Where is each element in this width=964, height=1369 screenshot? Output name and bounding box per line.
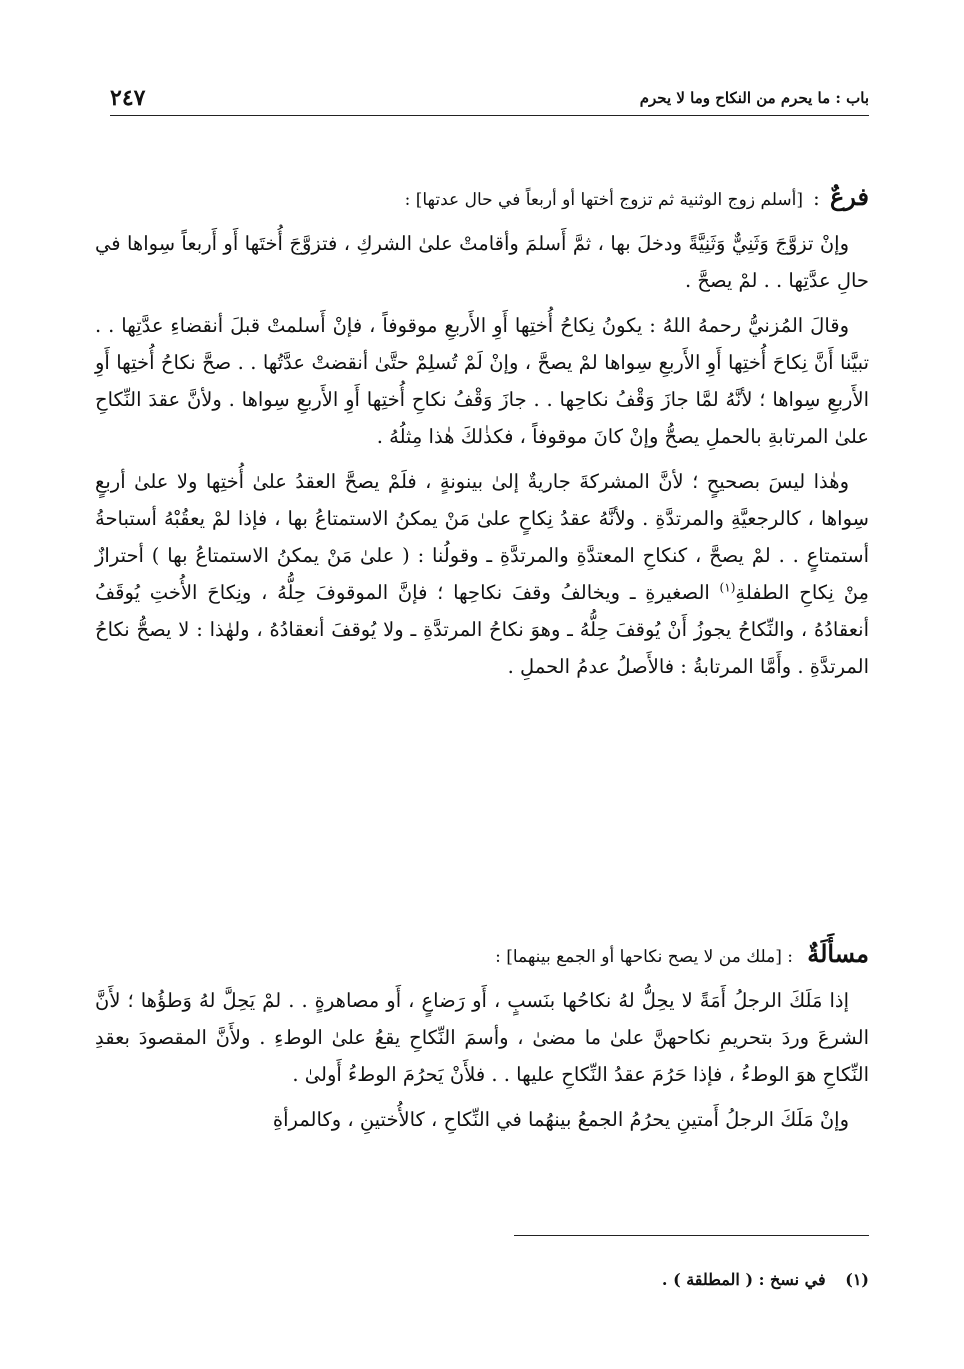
paragraph: وقالَ المُزنيُّ رحمهُ اللهُ : يكونُ نِكاحُ أُختِها أَوِ الأَربعِ موقوفاً ، فإنْ أَسلمتْ قبلَ أنقضاءِ عدَّتِها . . تبيَّنا أَنَّ نِكاحَ أُختِها أَوِ الأَربعِ سِواها لمْ يصحَّ ، وإنْ لَمْ تُسلِمْ حتَّىٰ أنقضتْ عدَّتُها . . صحَّ نكاحُ أُختِها أَوِ الأَربعِ سِواها ؛ لأنَّهُ لمَّا جازَ وَقْفُ نكاحِها . . جازَ وَقْفُ نكاحِ أُختِها أَوِ الأَربعِ سِواها . ولأنَّ عقدَ النِّكاحِ علىٰ المرتابةِ بالحملِ يصحُّ وإنْ كانَ موقوفاً ، فكذٰلكَ هٰذا مِثلُهُ . — [95, 314, 869, 448]
section-heading — [95, 935, 869, 976]
paragraph: وإنْ مَلَكَ الرجلُ أَمتينِ يحرُمُ الجمعُ بينهُما في النِّكاحِ ، كالأُختينِ ، وكالمرأةِ — [272, 1108, 849, 1131]
section-masala — [95, 935, 869, 1146]
paragraph: إذا مَلَكَ الرجلُ أَمَةً لا يحِلُّ لهُ نكاحُها بنَسبٍ ، أَو رَضاعٍ ، أَو مصاهرةٍ . . لمْ يَحِلَّ لهُ وَطؤُها ؛ لأَنَّ الشرعَ وردَ بتحريمِ نكاحهنَّ علىٰ ما مضىٰ ، وأسمَ النِّكاحِ يقعُ علىٰ الوطءِ . ولأَنَّ المقصودَ بعقدِ النِّكاحِ هوَ الوطءُ ، فإذا حَرُمَ عقدُ النِّكاحِ عليها . . فلأَنْ يَحرُمَ الوطءُ أَولىٰ . — [95, 989, 869, 1086]
footnote-marker: (١) — [719, 580, 736, 595]
section-heading: فرعٌ : [أسلم زوج الوثنية ثم تزوج أختها أو أربعاً في حال عدتها] : — [404, 182, 869, 211]
page-header — [110, 85, 869, 116]
section-far — [95, 178, 869, 693]
paragraph-text: وهٰذا ليسَ بصحيحٍ ؛ لأنَّ المشركةَ جاريةٌ إلىٰ بينونةٍ ، فلَمْ يصحَّ العقدُ علىٰ أُختِها ولا علىٰ أربعٍ سِواها ، كالرجعيَّةِ والمرتدَّةِ . ولأنَّهُ عقدُ نِكاحٍ علىٰ مَنْ يمكنُ الاستمتاعُ بها ، فإذا لمْ يعقُبْهُ أستباحةُ أستمتاعٍ . . لمْ يصحَّ ، كنكاحِ المعتدَّةِ والمرتدَّةِ ـ وقولُنا : ( علىٰ مَنْ يمكنُ الاستمتاعُ بها ) أحترازٌ مِنْ نِكاحِ الطفلةِ — [95, 470, 869, 604]
section-title: : [ملك من لا يصح نكاحها أو الجمع بينهما] : — [495, 947, 794, 967]
footnote-text: في نسخ : ( المطلقة ) . — [661, 1270, 826, 1289]
paragraph-text: الصغيرةِ ـ ويخالفُ وقفَ نكاحِها ؛ فإنَّ الموقوفَ حِلُّهُ ، ونِكاحَ الأُختِ يُوقَفُ أنعقادُهُ ، والنِّكاحُ يجوزُ أَنْ يُوقفَ حِلُّهُ ـ وهوَ نكاحُ المرتدَّةِ ـ ولا يُوقفَ أنعقادُهُ ، ولهٰذا : لا يصحُّ نكاحُ المرتدَّةِ . وأَمَّا المرتابةُ : فالأَصلُ عدمُ الحملِ . — [95, 581, 869, 678]
paragraph: وإنْ تزوَّجَ وَثَنِيٌّ وَثَنِيَّةً ودخلَ بها ، ثمَّ أَسلمَ وأقامتْ علىٰ الشركِ ، فتزوَّجَ أُختَها أَو أَربعاً سِواها في حالِ عدَّتِها . . لمْ يصحَّ . — [95, 232, 869, 292]
section-title: [أسلم زوج الوثنية ثم تزوج أختها أو أربعاً في حال عدتها] : — [404, 190, 803, 210]
page-number: ٢٤٧ — [110, 85, 146, 111]
section-lead: مسأَلَةٌ — [807, 939, 869, 968]
footnote — [662, 1270, 869, 1289]
section-lead: فرعٌ — [829, 182, 869, 211]
footnote-number: (١) — [845, 1270, 869, 1289]
running-title: باب : ما يحرم من النكاح وما لا يحرم — [639, 89, 869, 107]
paragraph — [95, 463, 869, 685]
footnote-separator — [514, 1235, 869, 1236]
